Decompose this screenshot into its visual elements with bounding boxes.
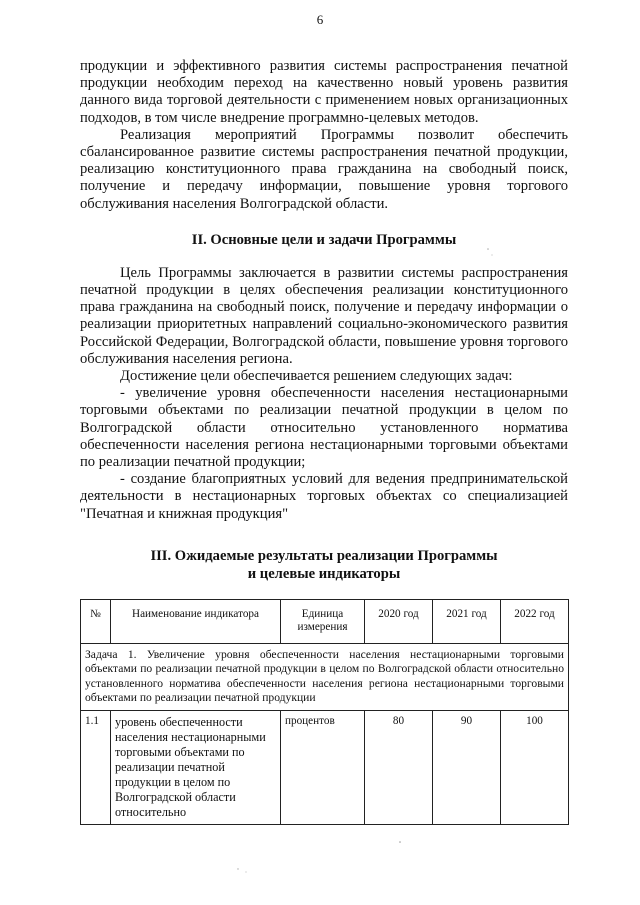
table-task-row — [81, 643, 569, 710]
row-indicator-name: уровень обеспеченности населения нестационарными торговыми объектами по реализации печатной продукции в целом по Волгоградской области относительно — [111, 711, 281, 825]
intro-paragraph-2: Реализация мероприятий Программы позволит обеспечить сбалансированное развитие системы распространения печатной продукции, реализацию конституционного права гражданина на свободный поиск, получение и передачу информации, повышение уровня торгового обслуживания населения Волгоградской области. — [80, 126, 568, 212]
goal-paragraph: Цель Программы заключается в развитии системы распространения печатной продукции в целях обеспечения реализации конституционного права гражданина на свободный поиск, получение и передачу информации о реализации приоритетных направлений социально-экономического развития Российской Федерации, Волгоградской области, повышение уровня торгового обслуживания населения региона. — [80, 264, 568, 367]
speck-4 — [237, 868, 238, 869]
header-2021: 2021 год — [433, 599, 501, 643]
row-unit: процентов — [281, 711, 365, 825]
header-num: № — [81, 599, 111, 643]
indicators-table — [80, 599, 569, 825]
tasks-intro-paragraph: Достижение цели обеспечивается решением следующих задач: — [120, 368, 513, 385]
speck-5 — [245, 871, 246, 872]
section-3-title-line-2: и целевые индикаторы — [247, 565, 401, 582]
row-value-2022: 100 — [501, 711, 569, 825]
task-1-description: Задача 1. Увеличение уровня обеспеченности населения нестационарными торговыми объектами по реализации печатной продукции в целом по Волгоградской области относительно установленного норматива обеспеченности населения региона нестационарными торговыми объектами по реализации печатной продукции — [81, 643, 569, 710]
intro-paragraph-1: продукции и эффективного развития системы распространения печатной продукции необходим переход на качественно новый уровень развития данного вида торговой деятельности с применением новых организационных подходов, в том числе внедрение программно-целевых методов. — [80, 58, 568, 126]
section-3-title-line-1: III. Ожидаемые результаты реализации Программы — [150, 547, 498, 564]
document-body — [80, 58, 568, 825]
row-value-2020: 80 — [365, 711, 433, 825]
header-indicator-name: Наименование индикатора — [111, 599, 281, 643]
section-2-title: II. Основные цели и задачи Программы — [191, 231, 457, 248]
page-number: 6 — [316, 12, 324, 27]
header-2020: 2020 год — [365, 599, 433, 643]
task-item-2: - создание благоприятных условий для ведения предпринимательской деятельности в нестационарных торговых объектах со специализацией "Печатная и книжная продукция" — [80, 471, 568, 522]
row-value-2021: 90 — [433, 711, 501, 825]
speck-3 — [399, 841, 401, 843]
header-unit: Единица измерения — [281, 599, 365, 643]
task-item-1: - увеличение уровня обеспеченности населения нестационарными торговыми объектами по реализации печатной продукции в целом по Волгоградской области относительно установленного норматива обеспеченности населения региона нестационарными торговыми объектами по реализации печатной продукции; — [80, 385, 568, 471]
header-2022: 2022 год — [501, 599, 569, 643]
table-row — [81, 711, 569, 825]
row-num: 1.1 — [81, 711, 111, 825]
table-header-row — [81, 599, 569, 643]
section-3-title — [80, 547, 568, 583]
